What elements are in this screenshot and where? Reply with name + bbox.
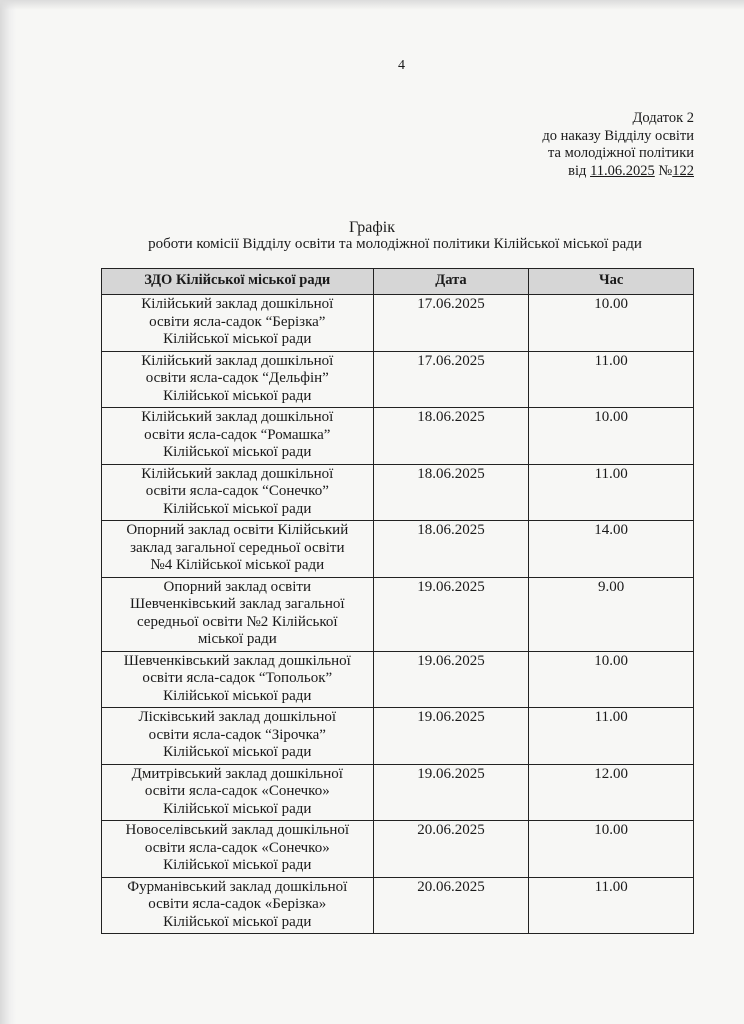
table-row xyxy=(102,521,694,578)
table-row xyxy=(102,464,694,521)
institution-line: освіти ясла-садок “Ромашка” xyxy=(144,426,331,443)
institution-line: Фурманівський заклад дошкільної xyxy=(127,878,348,895)
institution-line: середньої освіти №2 Кілійської xyxy=(136,613,338,630)
table-row xyxy=(102,577,694,651)
schedule-subtitle: роботи комісії Відділу освіти та молодіжної політики Кілійської міської ради xyxy=(148,236,642,252)
institution-line: освіти ясла-садок «Берізка» xyxy=(148,896,327,912)
institution-cell xyxy=(102,708,374,765)
page-number: 4 xyxy=(398,58,405,73)
date-cell: 19.06.2025 xyxy=(373,708,529,765)
institution-line: Опорний заклад освіти xyxy=(163,578,311,595)
institution-line: міської ради xyxy=(197,631,277,647)
table-row xyxy=(102,764,694,821)
order-number-label: № xyxy=(654,162,673,179)
time-cell: 11.00 xyxy=(529,877,694,934)
institution-line: освіти ясла-садок «Сонечко» xyxy=(144,783,330,799)
institution-line: Кілійської міської ради xyxy=(163,687,312,704)
time-cell: 10.00 xyxy=(529,408,694,465)
institution-line: Кілійський заклад дошкільної xyxy=(141,352,334,369)
table-header-row xyxy=(102,269,694,295)
institution-cell xyxy=(102,821,374,878)
institution-line: освіти ясла-садок “Зірочка” xyxy=(148,726,326,743)
institution-line: освіти ясла-садок «Сонечко» xyxy=(144,839,330,856)
schedule-table xyxy=(101,268,694,934)
institution-line: Кілійської міської ради xyxy=(163,800,312,817)
institution-cell xyxy=(102,577,374,651)
schedule-title: Графік xyxy=(349,219,395,236)
date-cell: 17.06.2025 xyxy=(373,351,529,408)
institution-line: Кілійської міської ради xyxy=(163,387,312,404)
table-row xyxy=(102,708,694,765)
institution-line: освіти ясла-садок “Сонечко” xyxy=(145,483,329,499)
institution-cell xyxy=(102,651,374,708)
time-cell: 11.00 xyxy=(529,351,694,408)
appendix-line-1: Додаток 2 xyxy=(632,110,694,126)
date-cell: 18.06.2025 xyxy=(373,521,529,578)
time-cell: 11.00 xyxy=(529,464,694,521)
time-cell: 10.00 xyxy=(529,651,694,708)
table-row xyxy=(102,351,694,408)
institution-line: заклад загальної середньої освіти xyxy=(130,539,345,556)
institution-line: Дмитрівський заклад дошкільної xyxy=(131,765,343,782)
institution-line: Кілійської міської ради xyxy=(163,500,312,517)
institution-line: Кілійської міської ради xyxy=(163,857,312,873)
header-institution: ЗДО Кілійської міської ради xyxy=(102,269,374,295)
institution-line: освіти ясла-садок “Дельфін” xyxy=(145,370,329,386)
institution-line: Кілійської міської ради xyxy=(163,744,312,760)
header-time: Час xyxy=(529,269,694,295)
appendix-line-3: та молодіжної політики xyxy=(548,145,694,161)
institution-line: Кілійський заклад дошкільної xyxy=(141,409,334,425)
appendix-block xyxy=(542,110,694,180)
institution-line: Шевченківський заклад загальної xyxy=(130,596,345,612)
institution-line: Кілійський заклад дошкільної xyxy=(141,465,334,482)
institution-line: Шевченківський заклад дошкільної xyxy=(123,652,351,669)
date-cell: 19.06.2025 xyxy=(373,651,529,708)
institution-line: освіти ясла-садок “Топольок” xyxy=(142,670,333,686)
institution-line: Кілійської міської ради xyxy=(163,444,312,460)
table-row xyxy=(102,408,694,465)
time-cell: 10.00 xyxy=(529,821,694,878)
time-cell: 11.00 xyxy=(529,708,694,765)
table-row xyxy=(102,651,694,708)
date-cell: 20.06.2025 xyxy=(373,877,529,934)
date-cell: 19.06.2025 xyxy=(373,577,529,651)
date-cell: 17.06.2025 xyxy=(373,295,529,352)
header-date: Дата xyxy=(373,269,529,295)
institution-cell xyxy=(102,295,374,352)
date-cell: 18.06.2025 xyxy=(373,464,529,521)
order-number: 122 xyxy=(672,162,694,179)
date-cell: 20.06.2025 xyxy=(373,821,529,878)
table-row xyxy=(102,821,694,878)
date-cell: 19.06.2025 xyxy=(373,764,529,821)
institution-line: Кілійської міської ради xyxy=(163,913,312,930)
order-date: 11.06.2025 xyxy=(590,162,655,179)
institution-line: Лісківський заклад дошкільної xyxy=(138,709,337,725)
institution-line: Новоселівський заклад дошкільної xyxy=(125,822,350,838)
institution-cell xyxy=(102,764,374,821)
scan-edge-shadow-left xyxy=(0,0,16,1024)
date-cell: 18.06.2025 xyxy=(373,408,529,465)
institution-line: Опорний заклад освіти Кілійський xyxy=(126,522,349,538)
appendix-prefix: від xyxy=(568,162,591,179)
institution-line: освіти ясла-садок “Берізка” xyxy=(149,313,326,330)
time-cell: 14.00 xyxy=(529,521,694,578)
table-row xyxy=(102,295,694,352)
institution-cell xyxy=(102,521,374,578)
appendix-line-2: до наказу Відділу освіти xyxy=(542,127,694,144)
appendix-order-ref xyxy=(542,163,694,181)
institution-cell xyxy=(102,464,374,521)
institution-cell xyxy=(102,408,374,465)
table-row xyxy=(102,877,694,934)
institution-cell xyxy=(102,351,374,408)
time-cell: 10.00 xyxy=(529,295,694,352)
time-cell: 12.00 xyxy=(529,764,694,821)
time-cell: 9.00 xyxy=(529,577,694,651)
scan-edge-shadow-top xyxy=(0,0,744,10)
institution-line: №4 Кілійської міської ради xyxy=(150,557,325,573)
institution-cell xyxy=(102,877,374,934)
institution-line: Кілійський заклад дошкільної xyxy=(141,296,334,312)
institution-line: Кілійської міської ради xyxy=(163,331,312,347)
